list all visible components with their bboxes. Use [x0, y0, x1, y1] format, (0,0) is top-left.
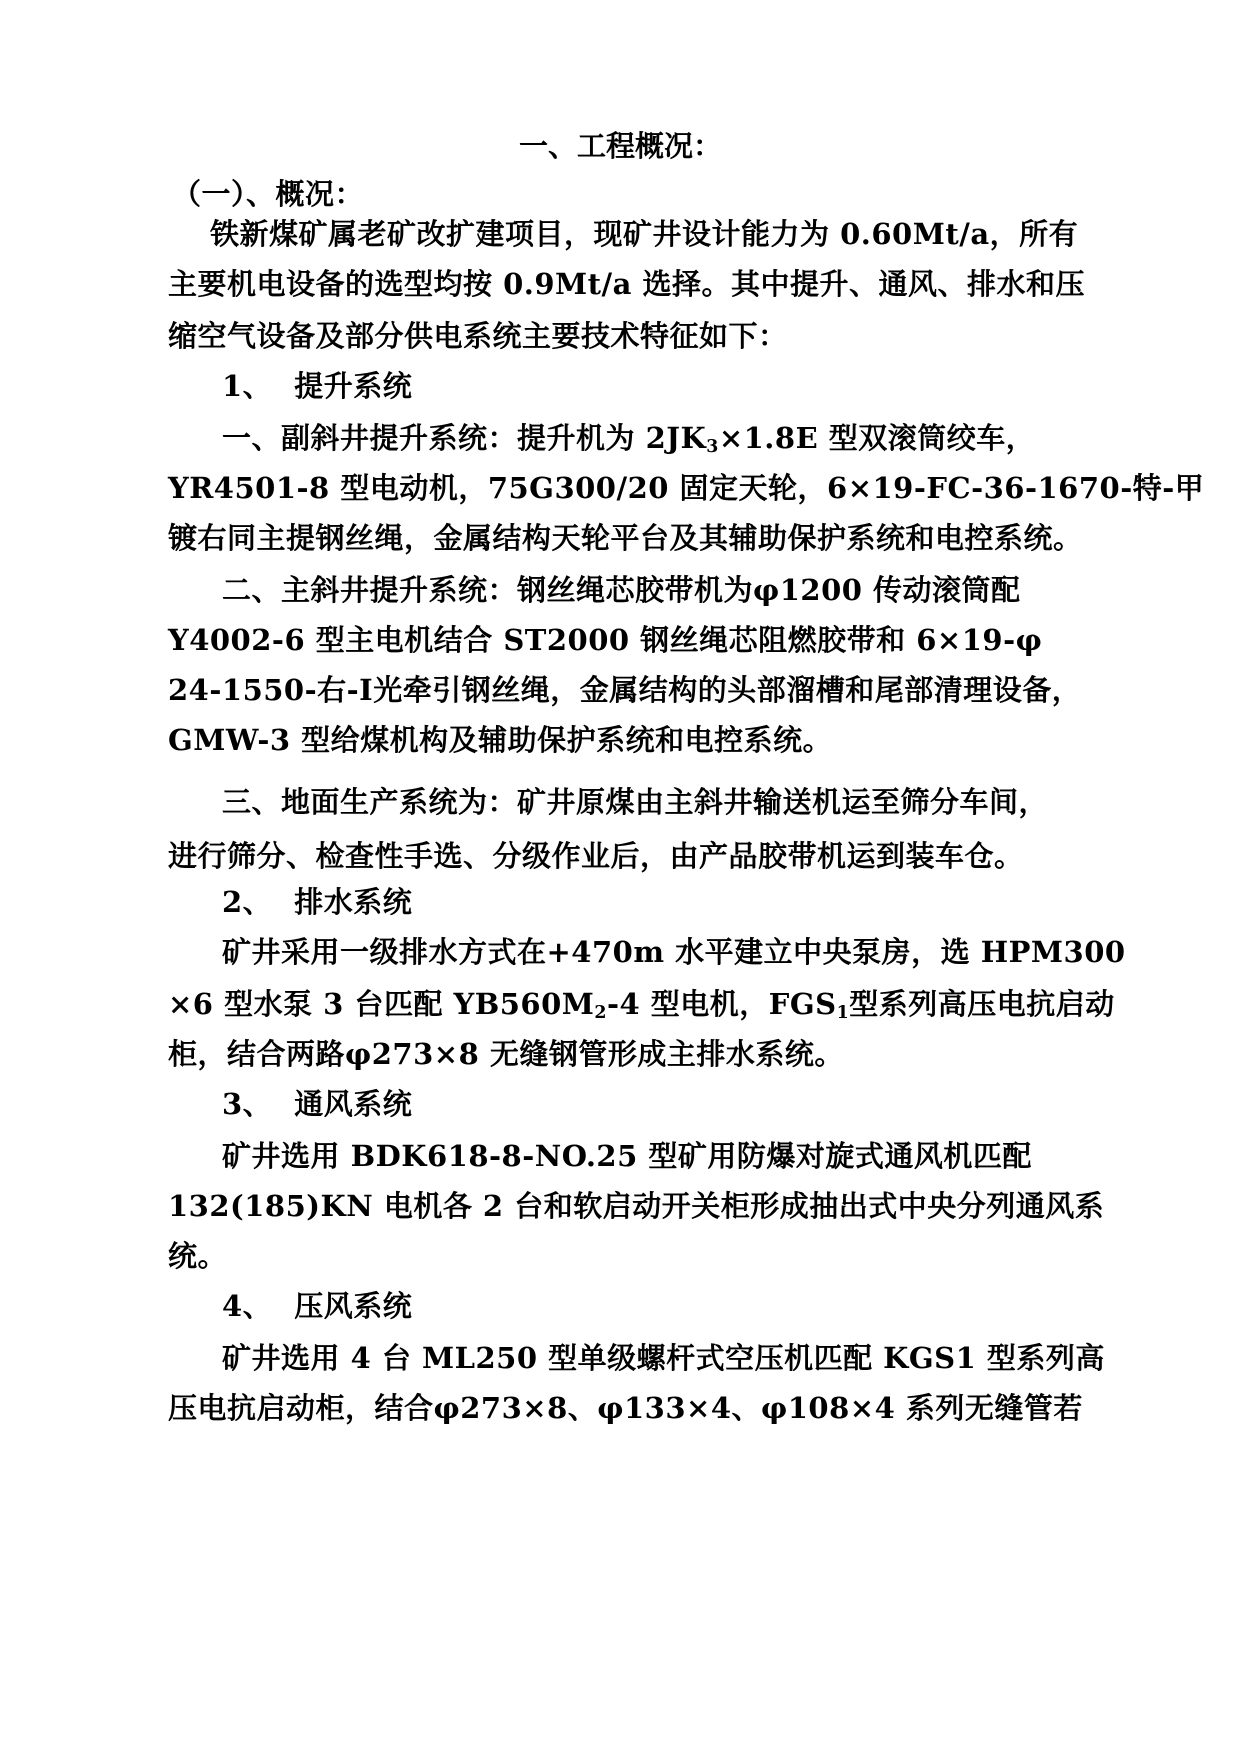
section-1-title: 提升系统: [294, 369, 413, 403]
s4-p-line-1: 矿井选用 4 台 ML250 型单级螺杆式空压机匹配 KGS1 型系列高: [222, 1341, 1105, 1375]
s1-p1-line-1: 一、副斜井提升系统：提升机为 $2JK_3\times 1.8E$ 型双滚筒绞车，: [222, 421, 1036, 457]
section-1-heading: [222, 366, 412, 406]
s1-p2-line-1: 二、主斜井提升系统：钢丝绳芯胶带机为φ1200 传动滚筒配: [222, 573, 1021, 607]
s3-p-line-2: 132(185)KN 电机各 2 台和软启动开关柜形成抽出式中央分列通风系: [168, 1189, 1105, 1223]
s2-p-line-3: 柜，结合两路φ273×8 无缝钢管形成主排水系统。: [168, 1037, 844, 1071]
section-4-heading: [222, 1286, 412, 1326]
section-heading: （一）、概况：: [172, 177, 365, 211]
s1-p3-line-1: 三、地面生产系统为：矿井原煤由主斜井输送机运至筛分车间，: [222, 785, 1049, 819]
section-2-number: 2、: [222, 885, 273, 919]
s1-p1-line-3: 镀右同主提钢丝绳，金属结构天轮平台及其辅助保护系统和电控系统。: [168, 521, 1083, 555]
intro-line-1: 铁新煤矿属老矿改扩建项目，现矿井设计能力为 0.60Mt/a，所有: [210, 217, 1079, 251]
section-1-number: 1、: [222, 369, 273, 403]
section-3-title: 通风系统: [294, 1087, 413, 1121]
s4-p-line-2: 压电抗启动柜，结合φ273×8、φ133×4、φ108×4 系列无缝管若: [168, 1391, 1083, 1425]
document-title: 一、工程概况：: [518, 129, 722, 163]
section-3-number: 3、: [222, 1087, 273, 1121]
s2-p-line-2: ×6 型水泵 3 台匹配 $YB560M_2-4$ 型电机，$FGS_1$型系列高压电抗启动: [168, 987, 1115, 1023]
s3-p-line-1: 矿井选用 BDK618-8-NO.25 型矿用防爆对旋式通风机匹配: [222, 1139, 1032, 1173]
section-4-number: 4、: [222, 1289, 273, 1323]
s1-p1-line-2: YR4501-8 型电动机，75G300/20 固定天轮，6×19-FC-36-1670-特-甲: [168, 471, 1205, 505]
section-2-title: 排水系统: [294, 885, 413, 919]
section-4-title: 压风系统: [294, 1289, 413, 1323]
s3-p-line-3: 统。: [168, 1239, 228, 1273]
s1-p2-line-2: Y4002-6 型主电机结合 ST2000 钢丝绳芯阻燃胶带和 6×19-φ: [168, 623, 1043, 657]
s1-p3-line-2: 进行筛分、检查性手选、分级作业后，由产品胶带机运到装车仓。: [168, 839, 1024, 873]
intro-line-3: 缩空气设备及部分供电系统主要技术特征如下：: [168, 319, 788, 353]
s1-p2-line-4: GMW-3 型给煤机构及辅助保护系统和电控系统。: [168, 723, 833, 757]
intro-line-2: 主要机电设备的选型均按 0.9Mt/a 选择。其中提升、通风、排水和压: [168, 267, 1086, 301]
s1-p2-line-3: 24-1550-右-Ⅰ光牵引钢丝绳，金属结构的头部溜槽和尾部清理设备，: [168, 673, 1082, 707]
section-2-heading: [222, 882, 412, 922]
s2-p-line-1: 矿井采用一级排水方式在+470m 水平建立中央泵房，选 HPM300: [222, 935, 1126, 969]
section-3-heading: [222, 1084, 412, 1124]
